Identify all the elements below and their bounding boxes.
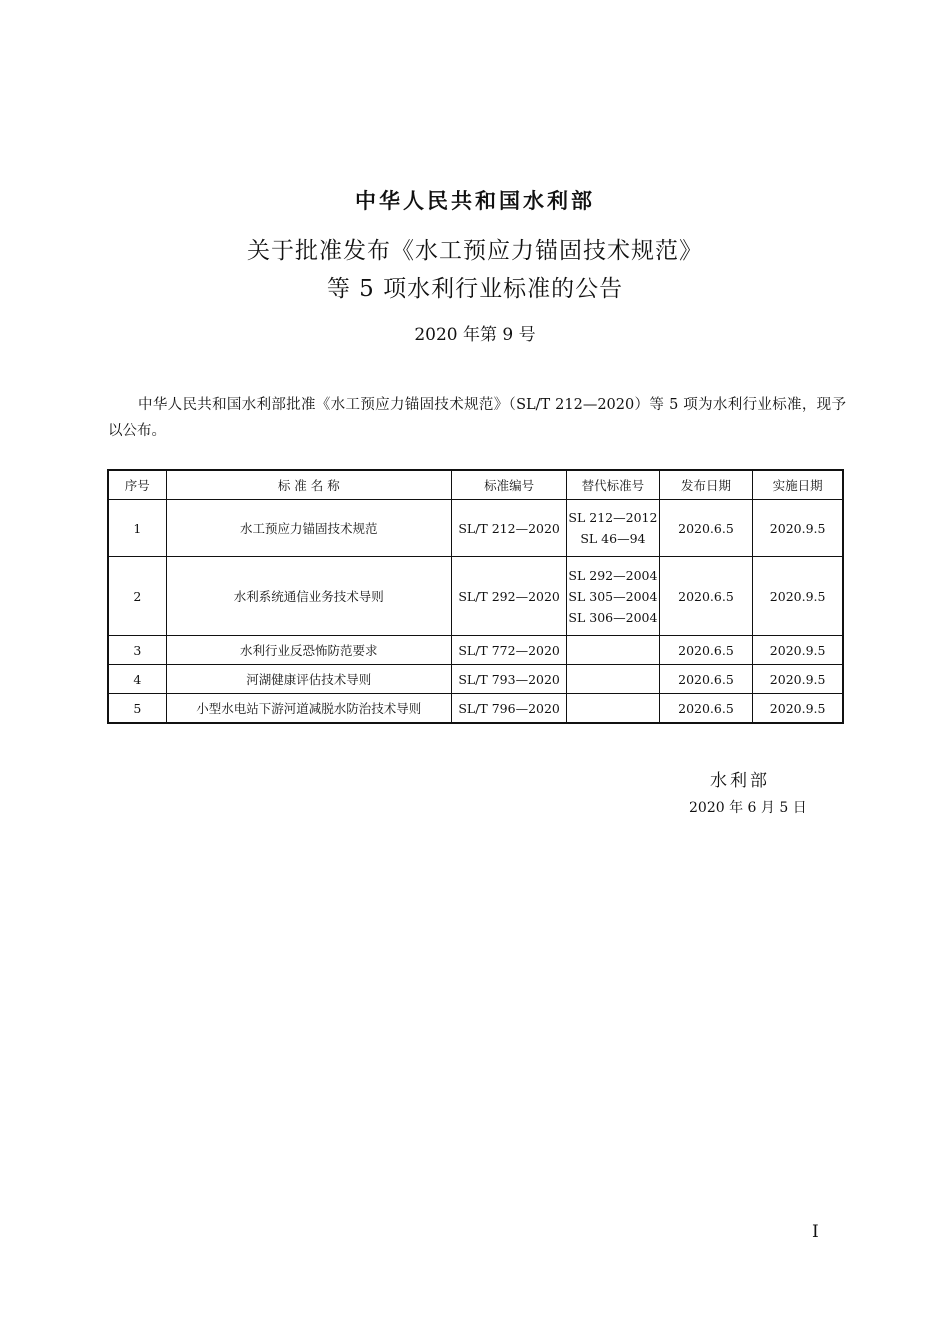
document-number: 2020 年第 9 号 — [414, 325, 536, 345]
cell-code: SL/T 772—2020 — [452, 636, 567, 665]
table-row — [108, 636, 843, 665]
cell-code: SL/T 292—2020 — [452, 557, 567, 636]
cell-seq: 1 — [108, 500, 166, 557]
issuing-organization: 中华人民共和国水利部 — [355, 188, 595, 213]
cell-seq: 3 — [108, 636, 166, 665]
header-replaces: 替代标准号 — [567, 470, 659, 500]
notice-title-line-2: 等 5 项水利行业标准的公告 — [326, 276, 624, 302]
header-publish-date: 发布日期 — [659, 470, 753, 500]
table-row — [108, 557, 843, 636]
cell-seq: 2 — [108, 557, 166, 636]
cell-effective-date: 2020.9.5 — [753, 500, 843, 557]
cell-effective-date: 2020.9.5 — [753, 694, 843, 724]
cell-replaces — [567, 665, 659, 694]
cell-publish-date: 2020.6.5 — [659, 557, 753, 636]
cell-replaces — [567, 636, 659, 665]
header-seq: 序号 — [108, 470, 166, 500]
cell-replaces — [567, 557, 659, 636]
cell-replaces — [567, 694, 659, 724]
table-row — [108, 665, 843, 694]
header-effective-date: 实施日期 — [753, 470, 843, 500]
cell-effective-date: 2020.9.5 — [753, 557, 843, 636]
cell-name: 小型水电站下游河道减脱水防治技术导则 — [166, 694, 451, 724]
cell-name: 水利系统通信业务技术导则 — [166, 557, 451, 636]
header-name: 标 准 名 称 — [166, 470, 451, 500]
cell-publish-date: 2020.6.5 — [659, 500, 753, 557]
standards-table — [107, 469, 844, 724]
signature-date: 2020 年 6 月 5 日 — [689, 800, 807, 816]
replaced-standard: SL 46—94 — [580, 531, 646, 546]
cell-name: 河湖健康评估技术导则 — [166, 665, 451, 694]
cell-effective-date: 2020.9.5 — [753, 665, 843, 694]
cell-name: 水利行业反恐怖防范要求 — [166, 636, 451, 665]
signature: 水利部 — [710, 771, 770, 791]
replaced-standard: SL 212—2012 — [568, 510, 658, 525]
table-row — [108, 500, 843, 557]
page-number: I — [812, 1222, 819, 1242]
notice-title-line-1: 关于批准发布《水工预应力锚固技术规范》 — [247, 238, 703, 264]
table-header-row — [108, 470, 843, 500]
cell-publish-date: 2020.6.5 — [659, 665, 753, 694]
cell-seq: 4 — [108, 665, 166, 694]
cell-replaces — [567, 500, 659, 557]
replaced-standard: SL 306—2004 — [568, 609, 658, 625]
cell-effective-date: 2020.9.5 — [753, 636, 843, 665]
replaced-standard: SL 305—2004 — [568, 588, 658, 604]
table-row — [108, 694, 843, 724]
notice-paragraph: 中华人民共和国水利部批准《水工预应力锚固技术规范》（SL/T 212—2020）等 5 项为水利行业标准，现予以公布。 — [108, 397, 846, 439]
header-code: 标准编号 — [452, 470, 567, 500]
cell-code: SL/T 212—2020 — [452, 500, 567, 557]
cell-publish-date: 2020.6.5 — [659, 694, 753, 724]
replaced-standard: SL 292—2004 — [568, 567, 658, 583]
cell-name: 水工预应力锚固技术规范 — [166, 500, 451, 557]
cell-seq: 5 — [108, 694, 166, 724]
cell-code: SL/T 796—2020 — [452, 694, 567, 724]
cell-publish-date: 2020.6.5 — [659, 636, 753, 665]
cell-code: SL/T 793—2020 — [452, 665, 567, 694]
